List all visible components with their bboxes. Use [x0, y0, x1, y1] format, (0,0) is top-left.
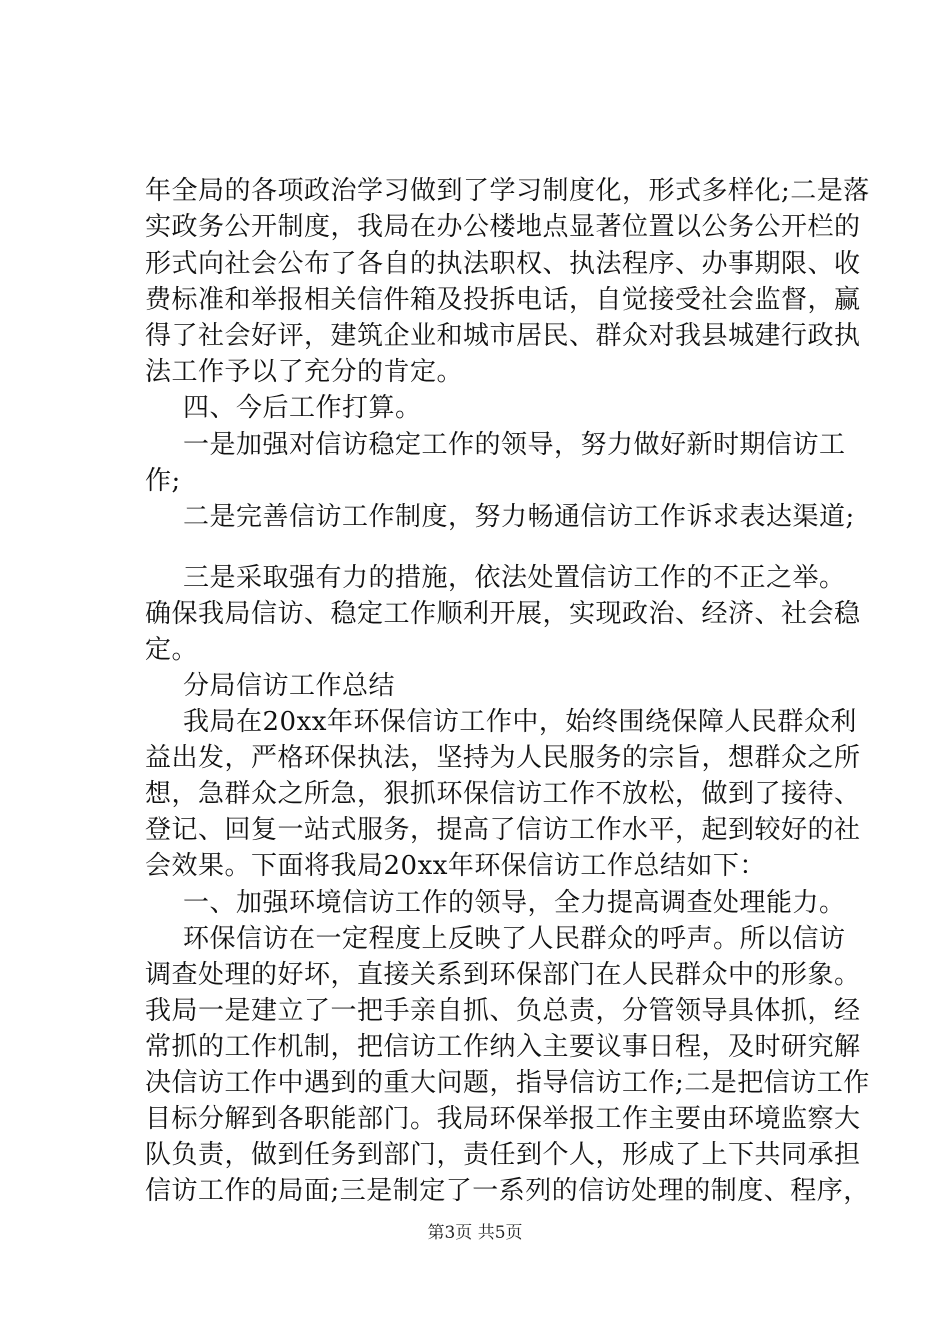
body-line: 想，急群众之所急，狠抓环保信访工作不放松，做到了接待、 — [145, 779, 861, 809]
body-line: 三是采取强有力的措施，依法处置信访工作的不正之举。 — [183, 563, 846, 593]
document-subtitle: 分局信访工作总结 — [183, 671, 396, 701]
body-line: 作; — [145, 466, 181, 496]
body-line: 登记、回复一站式服务，提高了信访工作水平，起到较好的社 — [145, 815, 861, 845]
body-line: 会效果。下面将我局20xx年环保信访工作总结如下： — [145, 851, 766, 881]
body-line: 确保我局信访、稳定工作顺利开展，实现政治、经济、社会稳 — [145, 599, 861, 629]
body-line: 定。 — [145, 635, 199, 665]
body-line: 益出发，严格环保执法，坚持为人民服务的宗旨，想群众之所 — [145, 743, 861, 773]
body-line: 调查处理的好坏，直接关系到环保部门在人民群众中的形象。 — [145, 960, 861, 990]
body-line: 队负责，做到任务到部门，责任到个人，形成了上下共同承担 — [145, 1140, 861, 1170]
body-line: 常抓的工作机制，把信访工作纳入主要议事日程，及时研究解 — [145, 1032, 861, 1062]
body-line: 得了社会好评，建筑企业和城市居民、群众对我县城建行政执 — [145, 321, 861, 351]
section-heading: 四、今后工作打算。 — [183, 393, 422, 423]
body-line: 形式向社会公布了各自的执法职权、执法程序、办事期限、收 — [145, 249, 861, 279]
body-line: 法工作予以了充分的肯定。 — [145, 357, 464, 387]
body-line: 年全局的各项政治学习做到了学习制度化，形式多样化;二是落 — [145, 176, 870, 206]
body-line: 实政务公开制度，我局在办公楼地点显著位置以公务公开栏的 — [145, 212, 861, 242]
body-line: 我局一是建立了一把手亲自抓、负总责，分管领导具体抓，经 — [145, 996, 861, 1026]
page-footer: 第3页 共5页 — [427, 1223, 523, 1243]
body-line: 决信访工作中遇到的重大问题，指导信访工作;二是把信访工作 — [145, 1068, 870, 1098]
body-line: 一是加强对信访稳定工作的领导，努力做好新时期信访工 — [183, 430, 846, 460]
body-line: 二是完善信访工作制度，努力畅通信访工作诉求表达渠道; — [183, 502, 855, 532]
body-line: 费标准和举报相关信件箱及投拆电话，自觉接受社会监督，赢 — [145, 285, 861, 315]
body-line: 目标分解到各职能部门。我局环保举报工作主要由环境监察大 — [145, 1104, 861, 1134]
body-line: 我局在20xx年环保信访工作中，始终围绕保障人民群众利 — [183, 707, 857, 737]
section-heading: 一、加强环境信访工作的领导，全力提高调查处理能力。 — [183, 888, 846, 918]
body-line: 信访工作的局面;三是制定了一系列的信访处理的制度、程序， — [145, 1176, 870, 1206]
body-line: 环保信访在一定程度上反映了人民群众的呼声。所以信访 — [183, 924, 846, 954]
